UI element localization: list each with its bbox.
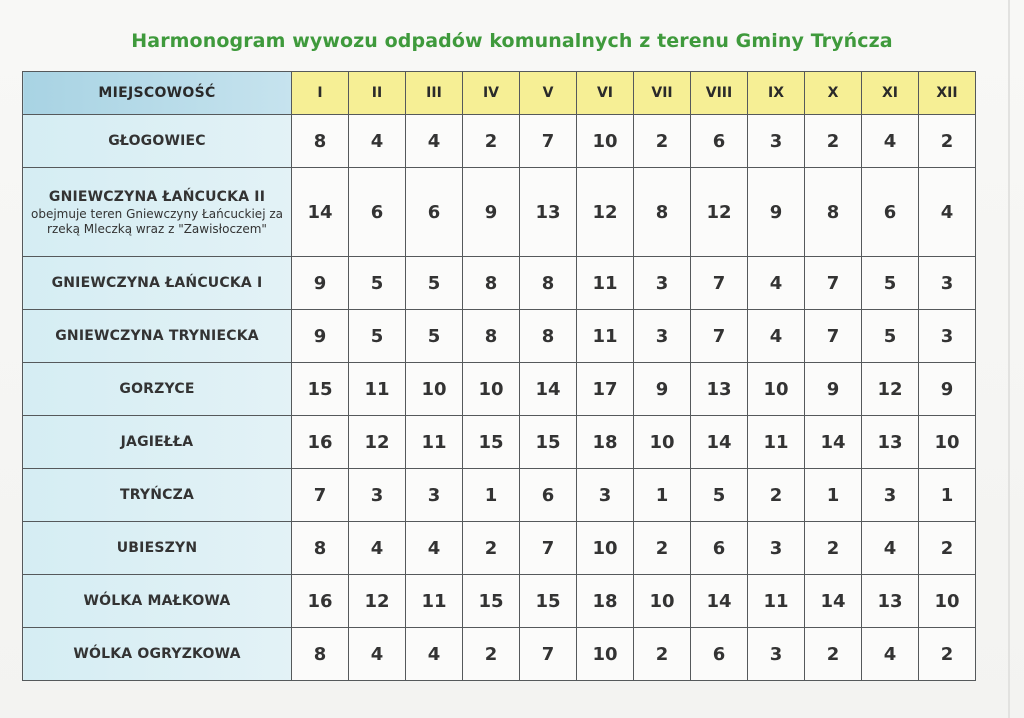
pickup-day-cell: 13	[862, 575, 919, 628]
pickup-day-cell: 6	[691, 522, 748, 575]
pickup-day-cell: 1	[805, 469, 862, 522]
place-cell	[23, 575, 292, 628]
table-row	[23, 310, 976, 363]
pickup-day-cell: 7	[520, 115, 577, 168]
place-cell	[23, 168, 292, 257]
pickup-day-cell: 12	[691, 168, 748, 257]
pickup-day-cell: 4	[349, 115, 406, 168]
pickup-day-cell: 2	[634, 115, 691, 168]
pickup-day-cell: 4	[862, 115, 919, 168]
pickup-day-cell: 10	[634, 416, 691, 469]
place-note: obejmuje teren Gniewczyny Łańcuckiej za rzeką Mleczką wraz z "Zawisłoczem"	[31, 207, 283, 236]
month-header: II	[349, 72, 406, 115]
month-header: X	[805, 72, 862, 115]
pickup-day-cell: 4	[748, 310, 805, 363]
pickup-day-cell: 11	[406, 416, 463, 469]
month-header: XII	[919, 72, 976, 115]
pickup-day-cell: 2	[919, 115, 976, 168]
pickup-day-cell: 9	[634, 363, 691, 416]
pickup-day-cell: 10	[577, 628, 634, 681]
pickup-day-cell: 2	[463, 628, 520, 681]
pickup-day-cell: 1	[634, 469, 691, 522]
pickup-day-cell: 3	[406, 469, 463, 522]
pickup-day-cell: 7	[691, 257, 748, 310]
pickup-day-cell: 13	[520, 168, 577, 257]
place-name: UBIESZYN	[116, 540, 198, 556]
pickup-day-cell: 9	[463, 168, 520, 257]
table-row	[23, 522, 976, 575]
pickup-day-cell: 9	[292, 310, 349, 363]
pickup-day-cell: 14	[805, 575, 862, 628]
pickup-day-cell: 3	[919, 310, 976, 363]
pickup-day-cell: 1	[463, 469, 520, 522]
table-row	[23, 469, 976, 522]
pickup-day-cell: 7	[520, 628, 577, 681]
pickup-day-cell: 10	[919, 416, 976, 469]
pickup-day-cell: 4	[406, 115, 463, 168]
pickup-day-cell: 8	[463, 310, 520, 363]
pickup-day-cell: 12	[349, 416, 406, 469]
pickup-day-cell: 9	[919, 363, 976, 416]
pickup-day-cell: 10	[634, 575, 691, 628]
pickup-day-cell: 11	[748, 416, 805, 469]
pickup-day-cell: 3	[634, 310, 691, 363]
month-header: VII	[634, 72, 691, 115]
pickup-day-cell: 2	[805, 522, 862, 575]
pickup-day-cell: 11	[406, 575, 463, 628]
pickup-day-cell: 6	[349, 168, 406, 257]
pickup-day-cell: 10	[577, 522, 634, 575]
pickup-day-cell: 8	[292, 628, 349, 681]
place-name: JAGIEŁŁA	[120, 434, 194, 450]
place-cell	[23, 522, 292, 575]
place-name: GNIEWCZYNA ŁAŃCUCKA II	[48, 189, 266, 205]
pickup-day-cell: 2	[634, 522, 691, 575]
pickup-day-cell: 14	[520, 363, 577, 416]
place-name: GNIEWCZYNA ŁAŃCUCKA I	[51, 275, 263, 291]
month-header: I	[292, 72, 349, 115]
pickup-day-cell: 18	[577, 416, 634, 469]
pickup-day-cell: 5	[691, 469, 748, 522]
month-header: IX	[748, 72, 805, 115]
pickup-day-cell: 4	[406, 522, 463, 575]
pickup-day-cell: 11	[577, 310, 634, 363]
pickup-day-cell: 5	[406, 257, 463, 310]
pickup-day-cell: 10	[577, 115, 634, 168]
place-cell	[23, 469, 292, 522]
pickup-day-cell: 8	[520, 310, 577, 363]
month-header: VI	[577, 72, 634, 115]
pickup-day-cell: 7	[805, 310, 862, 363]
pickup-day-cell: 12	[577, 168, 634, 257]
pickup-day-cell: 6	[691, 628, 748, 681]
table-row	[23, 575, 976, 628]
pickup-day-cell: 2	[919, 522, 976, 575]
pickup-day-cell: 3	[577, 469, 634, 522]
page-edge	[1008, 0, 1010, 718]
pickup-day-cell: 8	[292, 522, 349, 575]
place-name: WÓLKA OGRYZKOWA	[73, 646, 241, 662]
pickup-day-cell: 10	[406, 363, 463, 416]
table-row	[23, 115, 976, 168]
pickup-day-cell: 3	[862, 469, 919, 522]
pickup-day-cell: 4	[406, 628, 463, 681]
pickup-day-cell: 2	[463, 522, 520, 575]
pickup-day-cell: 17	[577, 363, 634, 416]
pickup-day-cell: 5	[406, 310, 463, 363]
pickup-day-cell: 14	[691, 575, 748, 628]
pickup-day-cell: 9	[805, 363, 862, 416]
place-name: TRYŃCZA	[119, 487, 195, 503]
pickup-day-cell: 2	[805, 628, 862, 681]
pickup-day-cell: 7	[805, 257, 862, 310]
table-row	[23, 168, 976, 257]
pickup-day-cell: 15	[463, 575, 520, 628]
pickup-day-cell: 11	[577, 257, 634, 310]
place-cell	[23, 257, 292, 310]
pickup-day-cell: 8	[463, 257, 520, 310]
place-cell	[23, 628, 292, 681]
pickup-day-cell: 6	[862, 168, 919, 257]
pickup-day-cell: 18	[577, 575, 634, 628]
pickup-day-cell: 5	[862, 310, 919, 363]
pickup-day-cell: 4	[862, 628, 919, 681]
pickup-day-cell: 7	[520, 522, 577, 575]
place-name: GNIEWCZYNA TRYNIECKA	[55, 328, 259, 344]
pickup-day-cell: 14	[691, 416, 748, 469]
pickup-day-cell: 16	[292, 575, 349, 628]
pickup-day-cell: 4	[349, 522, 406, 575]
month-header: IV	[463, 72, 520, 115]
month-header: V	[520, 72, 577, 115]
pickup-day-cell: 8	[520, 257, 577, 310]
header-row	[23, 72, 976, 115]
pickup-day-cell: 11	[748, 575, 805, 628]
pickup-day-cell: 3	[748, 115, 805, 168]
pickup-day-cell: 2	[805, 115, 862, 168]
pickup-day-cell: 6	[520, 469, 577, 522]
pickup-day-cell: 10	[463, 363, 520, 416]
pickup-day-cell: 5	[349, 257, 406, 310]
collection-schedule-table	[22, 71, 976, 681]
pickup-day-cell: 9	[748, 168, 805, 257]
table-row	[23, 416, 976, 469]
pickup-day-cell: 8	[292, 115, 349, 168]
pickup-day-cell: 8	[805, 168, 862, 257]
pickup-day-cell: 11	[349, 363, 406, 416]
pickup-day-cell: 12	[862, 363, 919, 416]
pickup-day-cell: 9	[292, 257, 349, 310]
pickup-day-cell: 10	[748, 363, 805, 416]
pickup-day-cell: 14	[805, 416, 862, 469]
pickup-day-cell: 8	[634, 168, 691, 257]
pickup-day-cell: 2	[634, 628, 691, 681]
pickup-day-cell: 15	[520, 575, 577, 628]
place-cell	[23, 115, 292, 168]
pickup-day-cell: 4	[349, 628, 406, 681]
place-cell	[23, 416, 292, 469]
pickup-day-cell: 3	[349, 469, 406, 522]
month-header: III	[406, 72, 463, 115]
place-cell	[23, 310, 292, 363]
pickup-day-cell: 6	[691, 115, 748, 168]
pickup-day-cell: 16	[292, 416, 349, 469]
pickup-day-cell: 4	[919, 168, 976, 257]
pickup-day-cell: 10	[919, 575, 976, 628]
pickup-day-cell: 7	[292, 469, 349, 522]
pickup-day-cell: 2	[463, 115, 520, 168]
place-name: GŁOGOWIEC	[108, 133, 206, 149]
page-title: Harmonogram wywozu odpadów komunalnych z terenu Gminy Tryńcza	[131, 30, 893, 52]
place-name: WÓLKA MAŁKOWA	[83, 593, 231, 609]
pickup-day-cell: 15	[292, 363, 349, 416]
pickup-day-cell: 14	[292, 168, 349, 257]
table-row	[23, 257, 976, 310]
pickup-day-cell: 2	[748, 469, 805, 522]
place-name: GORZYCE	[119, 381, 195, 397]
month-header: XI	[862, 72, 919, 115]
pickup-day-cell: 4	[862, 522, 919, 575]
place-cell	[23, 363, 292, 416]
pickup-day-cell: 1	[919, 469, 976, 522]
pickup-day-cell: 7	[691, 310, 748, 363]
month-header: VIII	[691, 72, 748, 115]
table-row	[23, 363, 976, 416]
table-row	[23, 628, 976, 681]
pickup-day-cell: 3	[919, 257, 976, 310]
pickup-day-cell: 5	[349, 310, 406, 363]
pickup-day-cell: 3	[748, 628, 805, 681]
pickup-day-cell: 2	[919, 628, 976, 681]
pickup-day-cell: 15	[520, 416, 577, 469]
pickup-day-cell: 13	[691, 363, 748, 416]
pickup-day-cell: 5	[862, 257, 919, 310]
pickup-day-cell: 3	[748, 522, 805, 575]
pickup-day-cell: 15	[463, 416, 520, 469]
pickup-day-cell: 4	[748, 257, 805, 310]
pickup-day-cell: 3	[634, 257, 691, 310]
place-column-header: MIEJSCOWOŚĆ	[23, 72, 292, 115]
pickup-day-cell: 13	[862, 416, 919, 469]
pickup-day-cell: 6	[406, 168, 463, 257]
pickup-day-cell: 12	[349, 575, 406, 628]
